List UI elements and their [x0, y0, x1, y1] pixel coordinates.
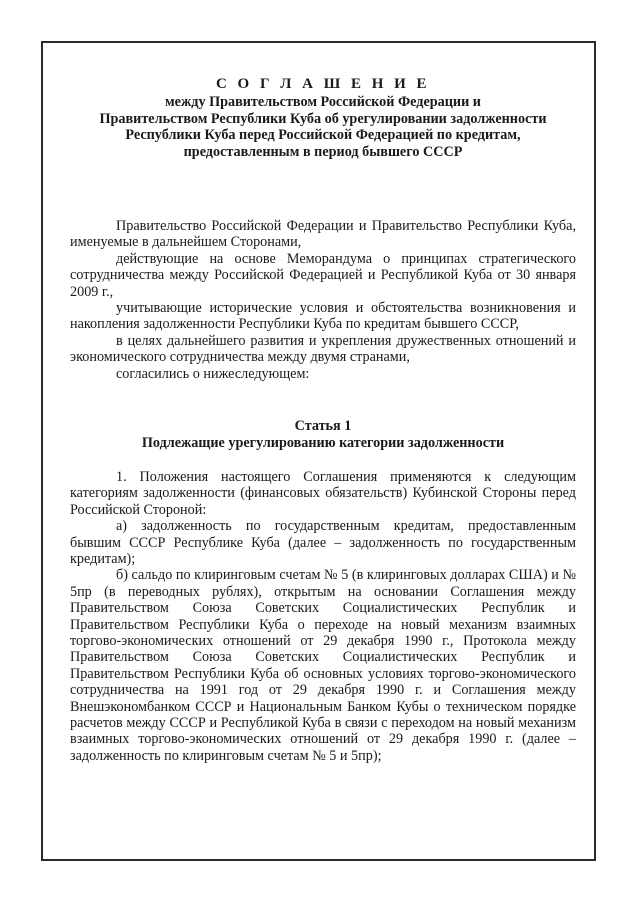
preamble-paragraph: согласились о нижеследующем: [116, 365, 310, 382]
title-heading: С О Г Л А Ш Е Н И Е [215, 76, 431, 92]
article-paragraph: 1. Положения настоящего Соглашения применяются к следующим категориям задолженности (финансовых обязательств) Кубинской Стороны перед Российской Стороной: [70, 468, 576, 518]
article-number: Статья 1 [294, 418, 352, 435]
preamble-paragraph: учитывающие исторические условия и обстоятельства возникновения и накопления задолженности Республики Куба по кредитам бывшего СССР, [70, 300, 576, 333]
article-paragraph: а) задолженность по государственным кредитам, предоставленным бывшим СССР Республике Куба (далее – задолженность по государственным кредитам); [70, 518, 576, 567]
preamble-paragraph: в целях дальнейшего развития и укрепления дружественных отношений и экономического сотрудничества между двумя странами, [70, 332, 576, 366]
document-page [70, 76, 576, 764]
title-line: предоставленным в период бывшего СССР [183, 143, 463, 160]
title-line: Республики Куба перед Российской Федерацией по кредитам, [125, 127, 521, 144]
preamble-paragraph: Правительство Российской Федерации и Правительство Республики Куба, именуемые в дальнейшем Сторонами, [70, 218, 576, 251]
agreement-title [70, 76, 576, 160]
title-line: между Правительством Российской Федерации и [165, 94, 481, 111]
title-line: Правительством Республики Куба об урегулировании задолженности [99, 110, 547, 127]
article-paragraph: б) сальдо по клиринговым счетам № 5 (в клиринговых долларах США) и № 5пр (в переводных рублях), открытым на основании Соглашения между Правительством Союза Советских Социалистических Республик и Правительством Республики Куба о переходе на новый механизм взаимных торгово-экономических отношений от 29 декабря 1990 г., Протокола между Правительством Союза Советских Социалистических Республик и Правительством Республики Куба об основных условиях торгово-экономического сотрудничества на 1991 год от 29 декабря 1990 г. и Соглашения между Внешэкономбанком СССР и Национальным Банком Кубы о техническом порядке расчетов между СССР и Республикой Куба в связи с переходом на новый механизм взаимных торгово-экономических отношений от 29 декабря 1990 г. (далее – задолженность по клиринговым счетам № 5 и 5пр); [70, 567, 576, 764]
article-heading [70, 418, 576, 451]
preamble [70, 218, 576, 382]
article-body [70, 469, 576, 764]
article-title: Подлежащие урегулированию категории задолженности [141, 434, 505, 451]
preamble-paragraph: действующие на основе Меморандума о принципах стратегического сотрудничества между Российской Федерацией и Республикой Куба от 30 января 2009 г., [70, 250, 576, 300]
